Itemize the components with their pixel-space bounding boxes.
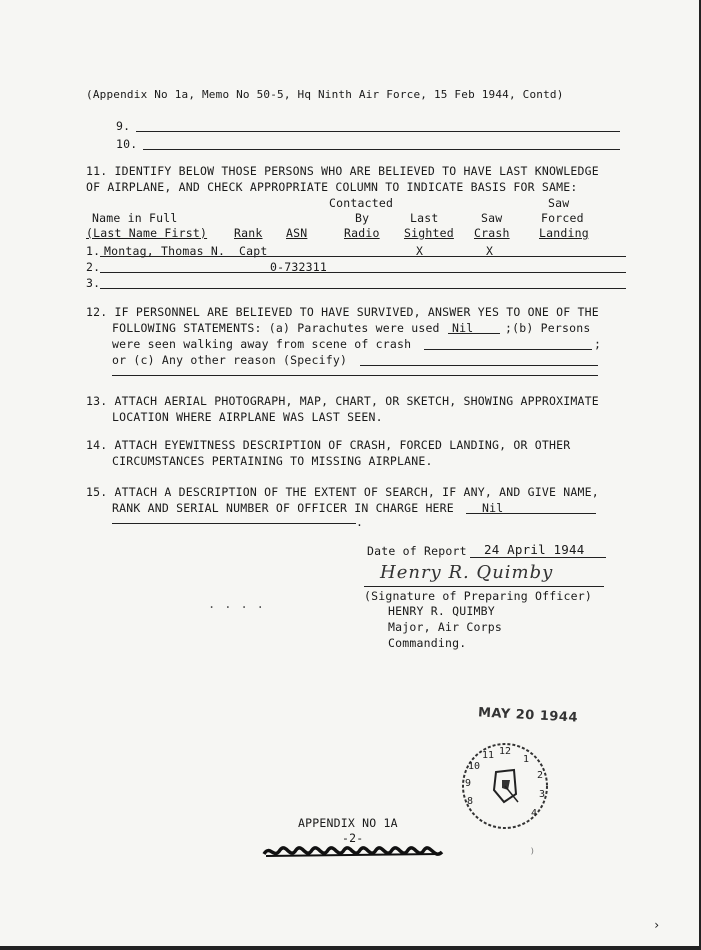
item-10-label: 10. bbox=[116, 137, 138, 151]
item-9-line bbox=[136, 131, 620, 132]
handwritten-signature: Henry R. Quimby bbox=[380, 562, 554, 583]
row-2-number: 2. bbox=[86, 260, 101, 274]
clock-number: 8 bbox=[466, 796, 474, 807]
row-1-crash: X bbox=[486, 244, 494, 258]
header-last-name-first: (Last Name First) bbox=[86, 226, 208, 240]
section-14-line-2: CIRCUMSTANCES PERTAINING TO MISSING AIRPLANE. bbox=[112, 454, 433, 468]
section-12-line-3-end: ; bbox=[594, 337, 602, 351]
section-12-answer-b-line bbox=[424, 349, 592, 350]
clock-number: 1 bbox=[522, 754, 530, 765]
row-1-name: Montag, Thomas N. bbox=[104, 244, 226, 258]
header-rank: Rank bbox=[234, 226, 263, 240]
header-asn: ASN bbox=[286, 226, 308, 240]
row-3-number: 3. bbox=[86, 276, 101, 290]
section-12-line-4: or (c) Any other reason (Specify) bbox=[112, 353, 348, 367]
section-12-line-1: 12. IF PERSONNEL ARE BELIEVED TO HAVE SURVIVED, ANSWER YES TO ONE OF THE bbox=[86, 305, 599, 319]
header-saw-2: Saw bbox=[481, 211, 503, 225]
clock-number: 9 bbox=[464, 778, 472, 789]
officer-name: HENRY R. QUIMBY bbox=[388, 604, 495, 618]
section-15-extra-line bbox=[112, 523, 356, 524]
signature-caption: (Signature of Preparing Officer) bbox=[364, 589, 592, 603]
officer-title: Major, Air Corps bbox=[388, 620, 502, 634]
section-12-answer-c-line bbox=[360, 365, 598, 366]
item-9-label: 9. bbox=[116, 119, 131, 133]
header-forced: Forced bbox=[541, 211, 584, 225]
signature-line bbox=[364, 586, 604, 587]
header-crash: Crash bbox=[474, 226, 510, 240]
date-of-report-line bbox=[470, 557, 606, 558]
footer-appendix: APPENDIX NO 1A bbox=[298, 816, 398, 830]
header-radio: Radio bbox=[344, 226, 380, 240]
section-15-line-1: 15. ATTACH A DESCRIPTION OF THE EXTENT OF SEARCH, IF ANY, AND GIVE NAME, bbox=[86, 485, 599, 499]
section-14-line-1: 14. ATTACH EYEWITNESS DESCRIPTION OF CRASH, FORCED LANDING, OR OTHER bbox=[86, 438, 571, 452]
section-12-extra-line bbox=[112, 375, 598, 376]
section-11-line-1: 11. IDENTIFY BELOW THOSE PERSONS WHO ARE BELIEVED TO HAVE LAST KNOWLEDGE bbox=[86, 164, 599, 178]
section-12-line-3: were seen walking away from scene of crash bbox=[112, 337, 412, 351]
header-name-in-full: Name in Full bbox=[92, 211, 178, 225]
footer-page-number: -2- bbox=[342, 831, 364, 845]
clock-number: 11 bbox=[481, 750, 495, 761]
clock-stamp bbox=[456, 740, 554, 832]
row-1-sighted: X bbox=[416, 244, 424, 258]
row-1-rank: Capt bbox=[239, 244, 268, 258]
section-13-line-2: LOCATION WHERE AIRPLANE WAS LAST SEEN. bbox=[112, 410, 383, 424]
row-3-line bbox=[100, 288, 626, 289]
clock-number: 2 bbox=[536, 770, 544, 781]
date-of-report-label: Date of Report bbox=[367, 544, 467, 558]
row-1-number: 1. bbox=[86, 244, 101, 258]
section-13-line-1: 13. ATTACH AERIAL PHOTOGRAPH, MAP, CHART, OR SKETCH, SHOWING APPROXIMATE bbox=[86, 394, 599, 408]
row-1-line bbox=[100, 256, 626, 257]
row-2-asn: 0-732311 bbox=[270, 260, 327, 274]
clock-number: 12 bbox=[498, 746, 512, 757]
item-10-line bbox=[143, 149, 620, 150]
clock-number: 3 bbox=[538, 789, 546, 800]
stray-mark: ⁾ bbox=[528, 846, 537, 862]
memo-subtitle: (Appendix No 1a, Memo No 50-5, Hq Ninth Air Force, 15 Feb 1944, Contd) bbox=[86, 88, 564, 101]
date-of-report-value: 24 April 1944 bbox=[484, 542, 585, 557]
header-last: Last bbox=[410, 211, 439, 225]
header-landing: Landing bbox=[539, 226, 589, 240]
section-11-line-2: OF AIRPLANE, AND CHECK APPROPRIATE COLUMN TO INDICATE BASIS FOR SAME: bbox=[86, 180, 578, 194]
redaction-scribble bbox=[262, 842, 444, 862]
section-15-answer: Nil bbox=[482, 501, 504, 515]
clock-number: 10 bbox=[467, 761, 481, 772]
header-sighted: Sighted bbox=[404, 226, 454, 240]
section-12-answer-a: Nil bbox=[452, 321, 474, 335]
header-contacted: Contacted bbox=[329, 196, 394, 210]
officer-role: Commanding. bbox=[388, 636, 467, 650]
row-2-line bbox=[100, 272, 626, 273]
edge-mark: › bbox=[653, 918, 661, 932]
clock-number: 4 bbox=[530, 808, 538, 819]
section-15-answer-line bbox=[466, 513, 596, 514]
header-saw: Saw bbox=[548, 196, 570, 210]
stray-dots: .... bbox=[208, 597, 273, 611]
section-12-line-2b: ;(b) Persons bbox=[505, 321, 591, 335]
header-by: By bbox=[355, 211, 370, 225]
section-15-line-2: RANK AND SERIAL NUMBER OF OFFICER IN CHARGE HERE bbox=[112, 501, 454, 515]
section-12-answer-a-line bbox=[448, 333, 500, 334]
section-15-extra-dot: . bbox=[356, 515, 364, 529]
section-12-line-2a: FOLLOWING STATEMENTS: (a) Parachutes were used bbox=[112, 321, 440, 335]
received-date-stamp: MAY 20 1944 bbox=[477, 705, 579, 726]
